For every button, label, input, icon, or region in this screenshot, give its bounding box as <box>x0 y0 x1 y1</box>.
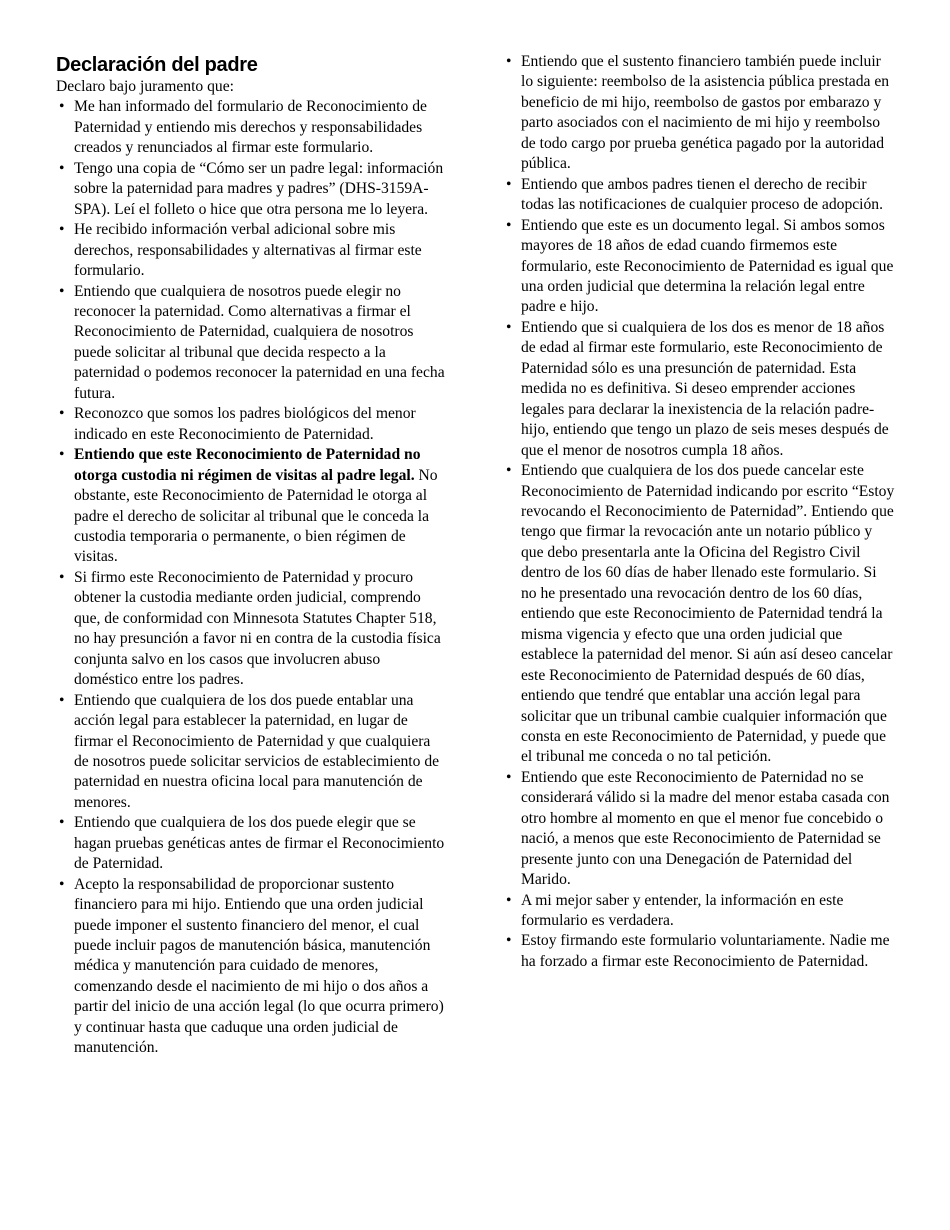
list-item: • Me han informado del formulario de Reconocimiento de Paternidad y entiendo mis derechos y responsabilidades creados y renunciados al firmar este formulario. <box>56 97 448 158</box>
list-item: • Entiendo que ambos padres tienen el derecho de recibir todas las notificaciones de cualquier proceso de adopción. <box>503 175 896 216</box>
list-item: • Entiendo que cualquiera de los dos puede cancelar este Reconocimiento de Paternidad indicando por escrito “Estoy revocando el Reconocimiento de Paternidad”. Entiendo que tengo que firmar la revocación ante un notario público y que debo presentarla ante la Oficina del Registro Civil dentro de los 60 días de haber llenado este formulario. Si no he presentado una revocación dentro de los 60 días, entiendo que este Reconocimiento de Paternidad tendrá la misma vigencia y efecto que una orden judicial que establece la paternidad del menor. Si aún así deseo cancelar este Reconocimiento de Paternidad después de 60 días, entiendo que tendré que entablar una acción legal para solicitar que un tribunal cambie cualquier información que consta en este Reconocimiento de Paternidad, y puede que el tribunal me conceda o no tal petición. <box>503 461 896 768</box>
list-item: • Estoy firmando este formulario voluntariamente. Nadie me ha forzado a firmar este Reconocimiento de Paternidad. <box>503 931 896 972</box>
list-item: • Entiendo que cualquiera de nosotros puede elegir no reconocer la paternidad. Como alternativas a firmar el Reconocimiento de Paternidad, cualquiera de nosotros puede solicitar al tribunal que decida respecto a la paternidad o podemos reconocer la paternidad en una fecha futura. <box>56 282 448 405</box>
list-item: • Acepto la responsabilidad de proporcionar sustento financiero para mi hijo. Entiendo que una orden judicial puede imponer el sustento financiero del menor, el cual puede incluir pagos de manutención básica, manutención médica y manutención para cuidado de menores, comenzando desde el nacimiento de mi hijo o dos años a partir del inicio de una acción legal (lo que ocurra primero) y continuar hasta que caduque una orden judicial de manutención. <box>56 875 448 1059</box>
list-item: • Entiendo que el sustento financiero también puede incluir lo siguiente: reembolso de la asistencia pública prestada en beneficio de mi hijo, reembolso de gastos por embarazo y parto asociados con el nacimiento de mi hijo y reembolso de todo cargo por prueba genética pagado por la autoridad pública. <box>503 52 896 175</box>
list-item: • Entiendo que cualquiera de los dos puede elegir que se hagan pruebas genéticas antes de firmar el Reconocimiento de Paternidad. <box>56 813 448 874</box>
list-item: • A mi mejor saber y entender, la información en este formulario es verdadera. <box>503 891 896 932</box>
list-item: • Entiendo que si cualquiera de los dos es menor de 18 años de edad al firmar este formulario, este Reconocimiento de Paternidad sólo es una presunción de paternidad. Esta medida no es definitiva. Si deseo emprender acciones legales para declarar la inexistencia de la relación padre-hijo, entiendo que tengo un plazo de seis meses después de que el menor de nosotros cumpla 18 años. <box>503 318 896 461</box>
list-item: • Entiendo que este es un documento legal. Si ambos somos mayores de 18 años de edad cuando firmemos este formulario, este Reconocimiento de Paternidad es igual que una orden judicial que determina la relación legal entre padre e hijo. <box>503 216 896 318</box>
custody-normal-text: No obstante, este Reconocimiento de Paternidad le otorga al padre el derecho de solicitar al tribunal que le conceda la custodia temporaria o permanente, o bien régimen de visitas. <box>74 466 438 566</box>
list-item-custody <box>56 445 448 568</box>
left-column <box>56 52 448 1059</box>
list-item: • Si firmo este Reconocimiento de Paternidad y procuro obtener la custodia mediante orden judicial, comprendo que, de conformidad con Minnesota Statutes Chapter 518, no hay presunción a favor ni en contra de la custodia física conjunta salvo en los casos que involucren abuso doméstico entre los padres. <box>56 568 448 691</box>
list-item: • Reconozco que somos los padres biológicos del menor indicado en este Reconocimiento de Paternidad. <box>56 404 448 445</box>
list-item: • Entiendo que cualquiera de los dos puede entablar una acción legal para establecer la paternidad, en lugar de firmar el Reconocimiento de Paternidad y que cualquiera de nosotros puede solicitar servicios de establecimiento de paternidad en nuestra oficina local para manutención de menores. <box>56 691 448 814</box>
declaration-list-right <box>503 52 896 972</box>
right-column <box>503 52 896 972</box>
declaration-list-left <box>56 97 448 1058</box>
custody-bold-text: Entiendo que este Reconocimiento de Paternidad no otorga custodia ni régimen de visitas al padre legal. <box>74 446 421 484</box>
section-title: Declaración del padre <box>56 54 258 76</box>
list-item: • Entiendo que este Reconocimiento de Paternidad no se considerará válido si la madre del menor estaba casada con otro hombre al momento en que el menor fue concebido o nació, a menos que este Reconocimiento de Paternidad se presente junto con una Denegación de Paternidad del Marido. <box>503 768 896 891</box>
intro-text: Declaro bajo juramento que: <box>56 78 234 95</box>
list-item: • Tengo una copia de “Cómo ser un padre legal: información sobre la paternidad para madres y padres” (DHS-3159A-SPA). Leí el folleto o hice que otra persona me lo leyera. <box>56 159 448 220</box>
list-item: • He recibido información verbal adicional sobre mis derechos, responsabilidades y alternativas al firmar este formulario. <box>56 220 448 281</box>
